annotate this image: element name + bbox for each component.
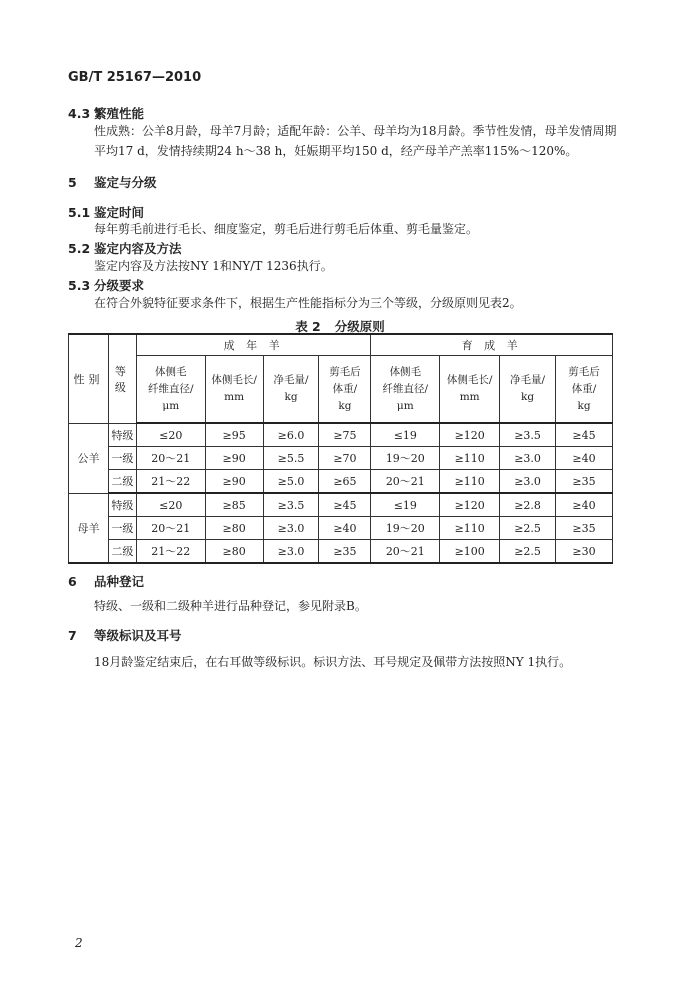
section-6-heading	[68, 572, 144, 590]
value-cell: ≥40	[556, 493, 613, 517]
value-cell: ≥110	[440, 447, 500, 470]
value-cell: ≥2.5	[500, 517, 556, 540]
section-number: 5	[68, 175, 77, 190]
value-cell: 21～22	[136, 540, 205, 564]
section-4-3-heading	[68, 104, 144, 122]
section-title: 鉴定内容及方法	[94, 241, 182, 256]
section-number: 4.3	[68, 106, 91, 121]
section-7-text: 18月龄鉴定结束后，在右耳做等级标识。标识方法、耳号规定及佩带方法按照NY 1执行。	[94, 655, 572, 669]
adult-fiber-header: 体侧毛 纤维直径/ μm	[136, 356, 205, 424]
value-cell: ≥120	[440, 423, 500, 447]
young-weight-header: 剪毛后 体重/ kg	[556, 356, 613, 424]
value-cell: ≥3.5	[263, 493, 319, 517]
young-wool-header: 净毛量/ kg	[500, 356, 556, 424]
value-cell: ≥40	[319, 517, 371, 540]
adult-wool-header: 净毛量/ kg	[263, 356, 319, 424]
section-title: 等级标识及耳号	[94, 628, 182, 643]
value-cell: 20～21	[136, 517, 205, 540]
table-row	[69, 470, 613, 494]
adult-weight-header: 剪毛后 体重/ kg	[319, 356, 371, 424]
value-cell: ≥2.8	[500, 493, 556, 517]
value-cell: ≤19	[371, 423, 440, 447]
section-5-2-text: 鉴定内容及方法按NY 1和NY/T 1236执行。	[94, 259, 333, 273]
value-cell: ≥3.5	[500, 423, 556, 447]
value-cell: 19～20	[371, 517, 440, 540]
grading-table	[68, 333, 613, 564]
col-grade-header: 等级	[108, 334, 136, 423]
grade-cell: 特级	[108, 423, 136, 447]
value-cell: ≤20	[136, 493, 205, 517]
value-cell: ≥85	[205, 493, 263, 517]
page-number: 2	[75, 936, 83, 950]
value-cell: ≥100	[440, 540, 500, 564]
value-cell: ≥3.0	[500, 470, 556, 494]
value-cell: ≥2.5	[500, 540, 556, 564]
col-sex-header: 性别	[69, 334, 109, 423]
section-6-text: 特级、一级和二级种羊进行品种登记，参见附录B。	[94, 599, 367, 613]
section-5-3-heading	[68, 276, 144, 294]
document-code: GB/T 25167—2010	[68, 70, 202, 85]
grade-cell: 特级	[108, 493, 136, 517]
value-cell: 20～21	[371, 540, 440, 564]
value-cell: ≥6.0	[263, 423, 319, 447]
value-cell: ≥3.0	[500, 447, 556, 470]
value-cell: ≥3.0	[263, 540, 319, 564]
value-cell: ≥110	[440, 470, 500, 494]
value-cell: ≥80	[205, 517, 263, 540]
value-cell: 21～22	[136, 470, 205, 494]
young-group-header: 育 成 羊	[371, 334, 613, 356]
value-cell: ≥70	[319, 447, 371, 470]
young-fiber-header: 体侧毛 纤维直径/ μm	[371, 356, 440, 424]
value-cell: 20～21	[371, 470, 440, 494]
section-title: 品种登记	[94, 574, 145, 589]
table-row	[69, 423, 613, 447]
section-number: 5.1	[68, 205, 91, 220]
section-5-3-text: 在符合外貌特征要求条件下，根据生产性能指标分为三个等级，分级原则见表2。	[94, 296, 522, 310]
section-title: 鉴定时间	[94, 205, 145, 220]
value-cell: ≥120	[440, 493, 500, 517]
value-cell: ≥45	[319, 493, 371, 517]
section-7-heading	[68, 626, 182, 644]
table-row	[69, 447, 613, 470]
section-title: 繁殖性能	[94, 106, 145, 121]
table-row	[69, 540, 613, 564]
section-number: 6	[68, 574, 77, 589]
section-title: 分级要求	[94, 278, 145, 293]
value-cell: ≥5.5	[263, 447, 319, 470]
grade-cell: 二级	[108, 540, 136, 564]
grade-cell: 一级	[108, 447, 136, 470]
section-5-2-heading	[68, 239, 182, 257]
adult-length-header: 体侧毛长/ mm	[205, 356, 263, 424]
value-cell: ≥5.0	[263, 470, 319, 494]
value-cell: ≥75	[319, 423, 371, 447]
value-cell: ≤20	[136, 423, 205, 447]
section-number: 7	[68, 628, 77, 643]
sex-cell-male: 公羊	[69, 423, 109, 493]
value-cell: ≥80	[205, 540, 263, 564]
section-number: 5.3	[68, 278, 91, 293]
section-title: 鉴定与分级	[94, 175, 157, 190]
grade-cell: 二级	[108, 470, 136, 494]
table-row	[69, 493, 613, 517]
value-cell: ≥40	[556, 447, 613, 470]
value-cell: ≥110	[440, 517, 500, 540]
value-cell: ≥95	[205, 423, 263, 447]
value-cell: ≥35	[556, 470, 613, 494]
value-cell: ≥35	[319, 540, 371, 564]
table-row	[69, 517, 613, 540]
section-5-heading	[68, 173, 157, 191]
grade-cell: 一级	[108, 517, 136, 540]
value-cell: 20～21	[136, 447, 205, 470]
value-cell: ≥90	[205, 447, 263, 470]
value-cell: ≥65	[319, 470, 371, 494]
value-cell: 19～20	[371, 447, 440, 470]
value-cell: ≤19	[371, 493, 440, 517]
section-4-3-line-2: 平均17 d，发情持续期24 h～38 h，妊娠期平均150 d，经产母羊产羔率115%～120%。	[94, 144, 578, 158]
section-4-3-line-1: 性成熟：公羊8月龄，母羊7月龄；适配年龄：公羊、母羊均为18月龄。季节性发情，母羊发情周期	[94, 124, 617, 138]
young-length-header: 体侧毛长/ mm	[440, 356, 500, 424]
table-caption-number: 表 2	[295, 319, 321, 334]
value-cell: ≥3.0	[263, 517, 319, 540]
table-caption-title: 分级原则	[334, 319, 385, 334]
value-cell: ≥45	[556, 423, 613, 447]
value-cell: ≥90	[205, 470, 263, 494]
sex-cell-female: 母羊	[69, 493, 109, 563]
section-number: 5.2	[68, 241, 91, 256]
adult-group-header: 成 年 羊	[136, 334, 371, 356]
section-5-1-text: 每年剪毛前进行毛长、细度鉴定，剪毛后进行剪毛后体重、剪毛量鉴定。	[94, 222, 479, 236]
value-cell: ≥30	[556, 540, 613, 564]
value-cell: ≥35	[556, 517, 613, 540]
